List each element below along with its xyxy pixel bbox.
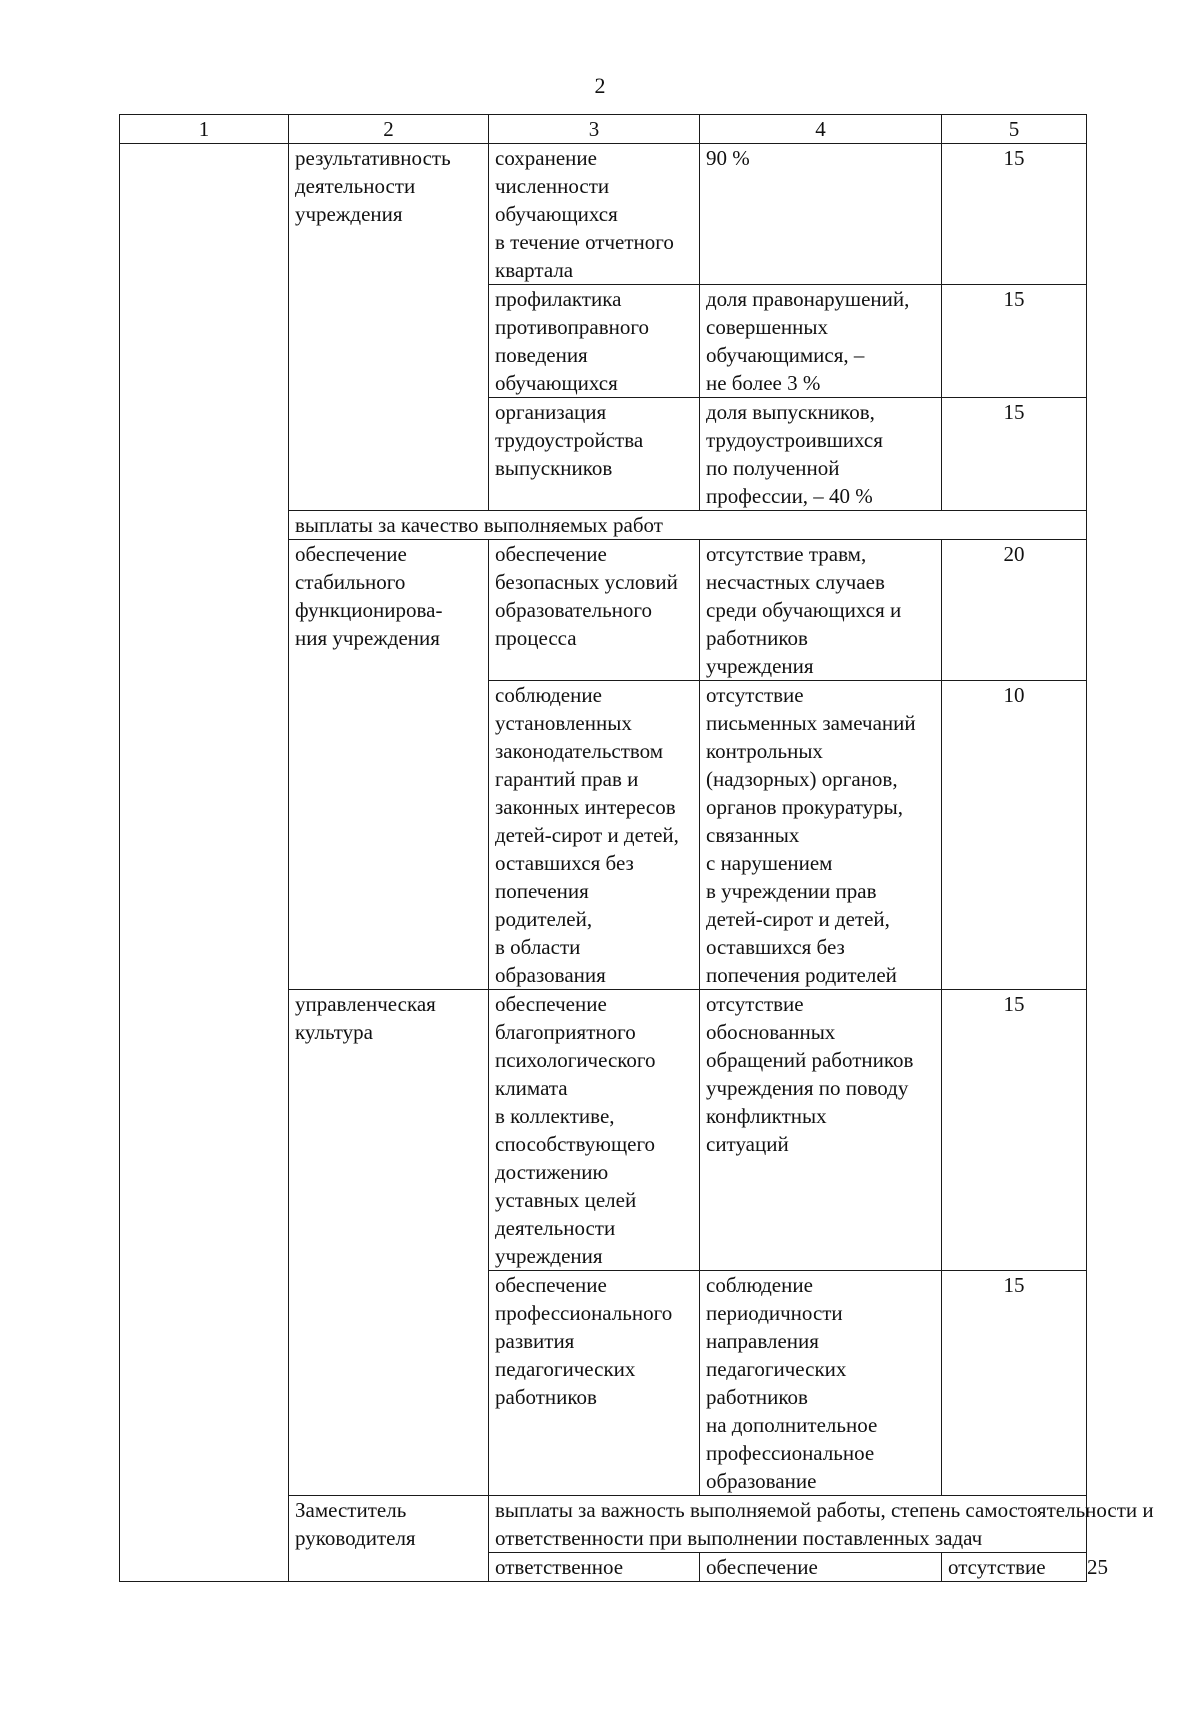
header-col-3: 3 [489,115,700,144]
indicator-cell: профилактика противоправного поведения обучающихся [489,285,700,398]
indicator-cell: обеспечение безопасных условий образовательного процесса [489,540,700,681]
criterion-cell: управленческая культура [289,990,489,1496]
header-col-2: 2 [289,115,489,144]
indicator-cell: сохранение численности обучающихся в течение отчетного квартала [489,144,700,285]
points-cell: 20 [942,540,1087,681]
indicator-cell: соблюдение установленных законодательством гарантий прав и законных интересов детей-сирот и детей, оставшихся без попечения родителей, в области образования [489,681,700,990]
position-cell-deputy: Заместитель руководителя [289,1496,489,1582]
condition-cell: доля правонарушений, совершенных обучающимися, – не более 3 % [700,285,942,398]
criterion-cell: обеспечение стабильного функционирова- ния учреждения [289,540,489,990]
table-row: ответственное обеспечение отсутствие 25 [120,1553,1087,1582]
header-col-4: 4 [700,115,942,144]
points-cell: 15 [942,144,1087,285]
indicator-cell: обеспечение благоприятного психологического климата в коллективе, способствующего достижению уставных целей деятельности учреждения [489,990,700,1271]
condition-cell: доля выпускников, трудоустроившихся по полученной профессии, – 40 % [700,398,942,511]
quality-section-title: выплаты за качество выполняемых работ [289,511,1087,540]
condition-cell: отсутствие травм, несчастных случаев среди обучающихся и работников учреждения [700,540,942,681]
page-number: 2 [594,73,606,98]
header-row [120,115,1087,144]
condition-cell: отсутствие письменных замечаний контрольных (надзорных) органов, органов прокуратуры, связанных с нарушением в учреждении прав детей-сирот и детей, оставшихся без попечения родителей [700,681,942,990]
points-cell: 15 [942,285,1087,398]
points-cell: 10 [942,681,1087,990]
points-cell: 15 [942,1271,1087,1496]
criteria-table [119,114,1154,1582]
points-cell: 15 [942,990,1087,1271]
header-col-5: 5 [942,115,1087,144]
condition-cell: соблюдение периодичности направления педагогических работников на дополнительное профессиональное образование [700,1271,942,1496]
indicator-cell: организация трудоустройства выпускников [489,398,700,511]
condition-cell: отсутствие [942,1553,1087,1582]
criterion-cell: ответственное [489,1553,700,1582]
condition-cell: 90 % [700,144,942,285]
header-col-1: 1 [120,115,289,144]
indicator-cell: обеспечение [700,1553,942,1582]
table-row [120,144,1087,285]
criterion-cell: результативность деятельности учреждения [289,144,489,511]
deputy-section-title: выплаты за важность выполняемой работы, степень самостоятельности и ответственности при выполнении поставленных задач [489,1496,1087,1553]
condition-cell: отсутствие обоснованных обращений работников учреждения по поводу конфликтных ситуаций [700,990,942,1271]
position-cell-empty [120,144,289,1582]
indicator-cell: обеспечение профессионального развития педагогических работников [489,1271,700,1496]
points-cell: 15 [942,398,1087,511]
